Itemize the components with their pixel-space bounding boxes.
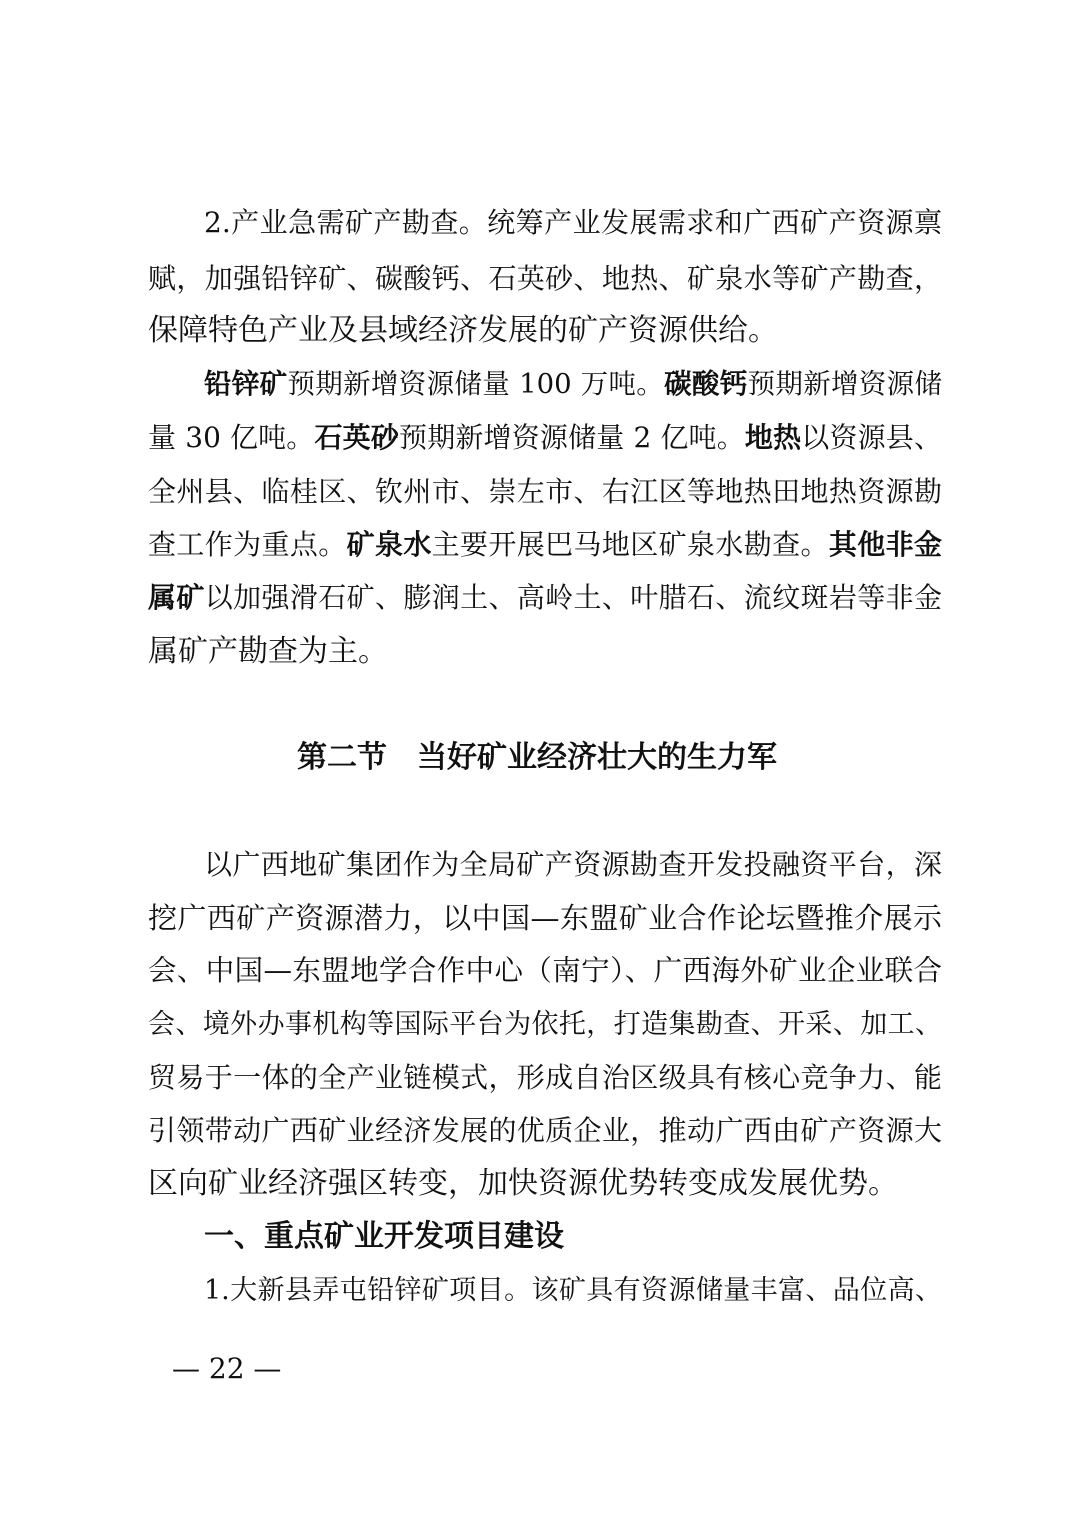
text-span: 以加强滑石矿、膨润土、高岭土、叶腊石、流纹斑岩等非金 (204, 581, 942, 614)
bold-term: 矿泉水 (346, 528, 432, 561)
subsection-heading: 一、重点矿业开发项目建设 (204, 1219, 564, 1254)
paragraph-line: 会、中国—东盟地学合作中心（南宁）、广西海外矿业企业联合 (148, 954, 942, 987)
bold-term: 属矿 (148, 581, 205, 614)
paragraph-line: 贸易于一体的全产业链模式，形成自治区级具有核心竞争力、能 (148, 1061, 942, 1094)
paragraph-line: 1.大新县弄屯铅锌矿项目。该矿具有资源储量丰富、品位高、 (204, 1275, 942, 1306)
paragraph-line (204, 366, 942, 402)
paragraph-line: 以广西地矿集团作为全局矿产资源勘查开发投融资平台，深 (204, 848, 942, 881)
paragraph-line: 2.产业急需矿产勘查。统筹产业发展需求和广西矿产资源禀 (204, 206, 942, 239)
paragraph-line (148, 580, 942, 616)
text-span: 主要开展巴马地区矿泉水勘查。 (431, 528, 829, 561)
text-span: 预期新增资源储量 2 亿吨。 (399, 421, 745, 454)
bold-term: 其他非金 (828, 528, 942, 561)
paragraph-line: 会、境外办事机构等国际平台为依托，打造集勘查、开采、加工、 (148, 1009, 942, 1040)
paragraph-line: 赋，加强铅锌矿、碳酸钙、石英砂、地热、矿泉水等矿产勘查， (148, 262, 942, 295)
paragraph-line: 全州县、临桂区、钦州市、崇左市、右江区等地热田地热资源勘 (148, 475, 942, 508)
bold-term: 碳酸钙 (664, 368, 748, 400)
text-span: 以资源县、 (801, 421, 942, 454)
text-span: 预期新增资源储量 100 万吨。 (287, 368, 665, 400)
page-number: — 22 — (172, 1352, 282, 1385)
paragraph-line (148, 420, 942, 456)
paragraph-line: 保障特色产业及县域经济发展的矿产资源供给。 (148, 313, 778, 348)
text-span: 量 30 亿吨。 (148, 421, 315, 454)
text-span: 查工作为重点。 (148, 528, 347, 561)
paragraph-line (148, 527, 942, 563)
paragraph-line: 挖广西矿产资源潜力，以中国—东盟矿业合作论坛暨推介展示 (148, 901, 942, 935)
bold-term: 地热 (744, 421, 802, 454)
paragraph-line: 区向矿业经济强区转变，加快资源优势转变成发展优势。 (148, 1166, 898, 1201)
text-span: 预期新增资源储 (747, 368, 943, 400)
paragraph-line: 引领带动广西矿业经济发展的优质企业，推动广西由矿产资源大 (148, 1114, 942, 1147)
bold-term: 铅锌矿 (204, 368, 288, 400)
section-title: 第二节 当好矿业经济壮大的生力军 (297, 740, 777, 775)
bold-term: 石英砂 (314, 421, 400, 454)
paragraph-line: 属矿产勘查为主。 (148, 634, 388, 669)
